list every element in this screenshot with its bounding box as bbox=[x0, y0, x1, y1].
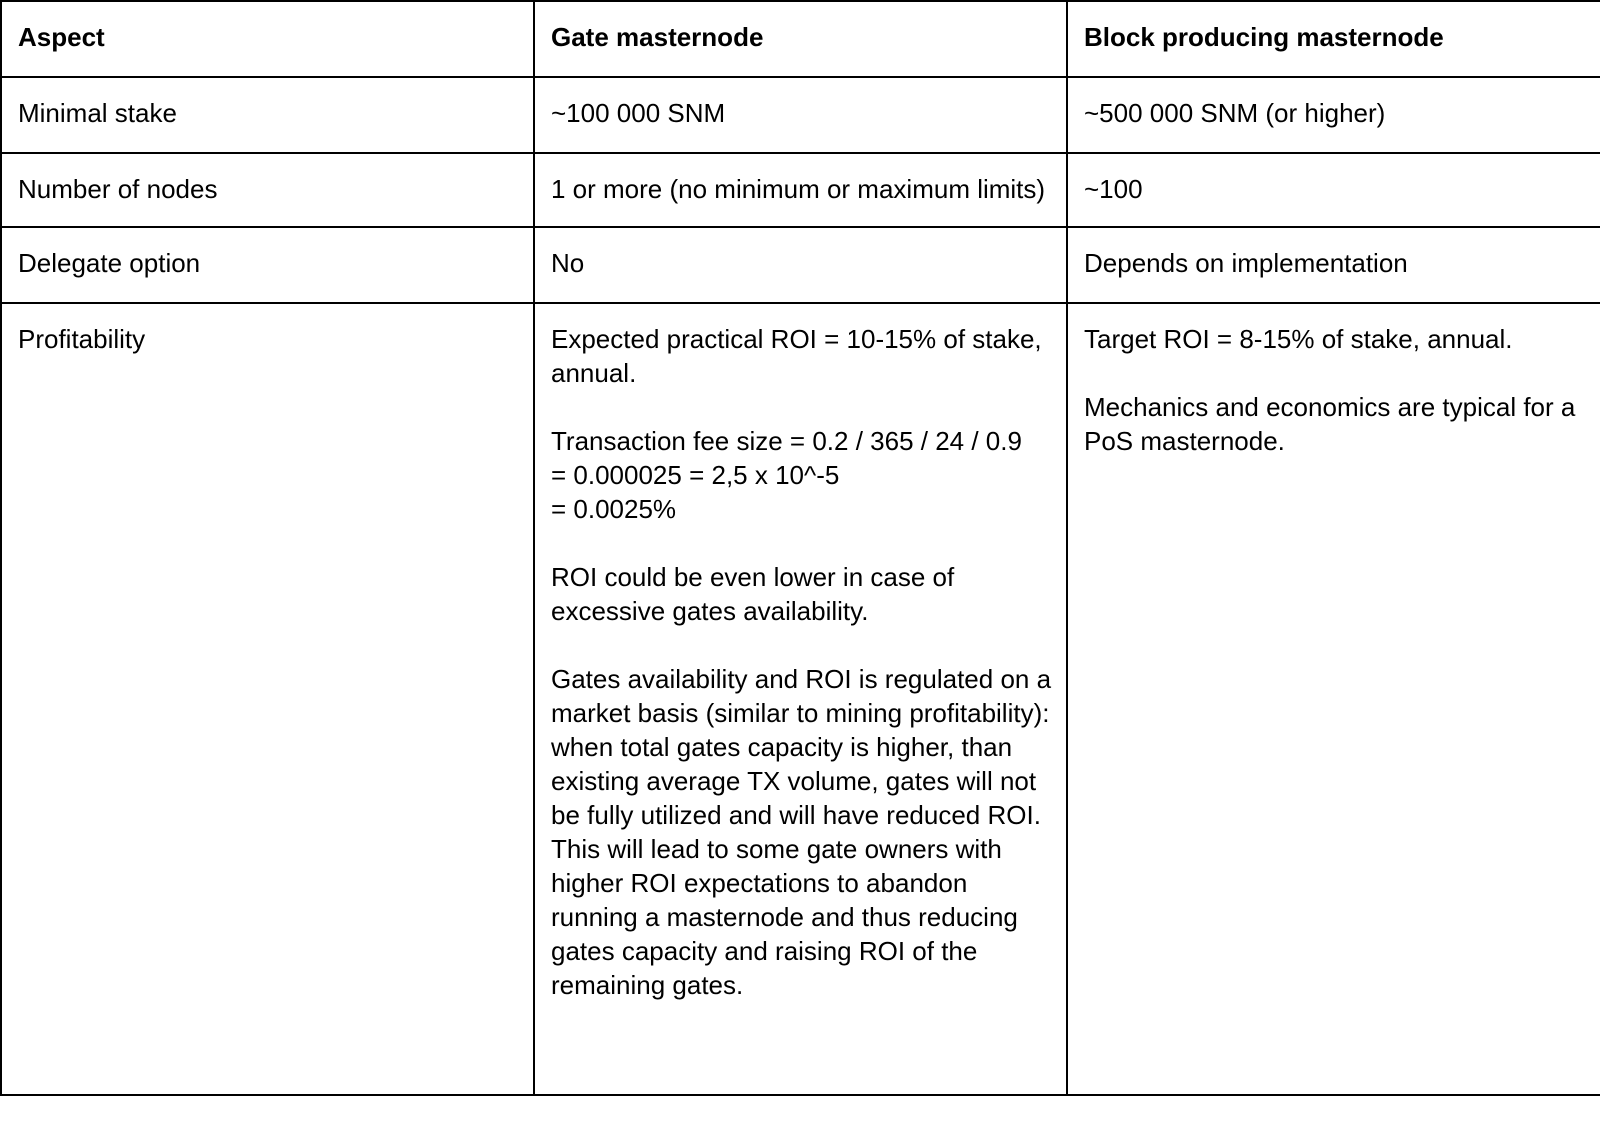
table-row-number-of-nodes bbox=[1, 153, 1600, 227]
header-block-producing-masternode: Block producing masternode bbox=[1067, 1, 1600, 77]
cell-aspect: Minimal stake bbox=[1, 77, 534, 153]
fee-percent-line: = 0.0025% bbox=[551, 494, 677, 524]
cell-block: ~500 000 SNM (or higher) bbox=[1067, 77, 1600, 153]
table-row-profitability bbox=[1, 303, 1600, 1095]
gate-roi-lower-paragraph: ROI could be even lower in case of excessive gates availability. bbox=[551, 562, 955, 626]
block-mechanics-paragraph: Mechanics and economics are typical for a PoS masternode. bbox=[1084, 392, 1576, 456]
cell-block bbox=[1067, 303, 1600, 1095]
fee-formula-line: Transaction fee size = 0.2 / 365 / 24 / 0.9 bbox=[551, 426, 1022, 456]
header-aspect: Aspect bbox=[1, 1, 534, 77]
cell-block: Depends on implementation bbox=[1067, 227, 1600, 303]
gate-roi-paragraph: Expected practical ROI = 10-15% of stake, annual. bbox=[551, 324, 1042, 388]
cell-gate: ~100 000 SNM bbox=[534, 77, 1067, 153]
table-row-delegate-option bbox=[1, 227, 1600, 303]
header-gate-masternode: Gate masternode bbox=[534, 1, 1067, 77]
table-row-minimal-stake bbox=[1, 77, 1600, 153]
cell-gate bbox=[534, 303, 1067, 1095]
gate-fee-paragraph bbox=[551, 424, 1052, 526]
cell-aspect: Delegate option bbox=[1, 227, 534, 303]
block-roi-paragraph: Target ROI = 8-15% of stake, annual. bbox=[1084, 324, 1513, 354]
header-row bbox=[1, 1, 1600, 77]
cell-gate: No bbox=[534, 227, 1067, 303]
cell-aspect: Number of nodes bbox=[1, 153, 534, 227]
gate-market-paragraph: Gates availability and ROI is regulated on a market basis (similar to mining profitability): when total gates capacity is higher, than existing average TX volume, gates will not be fully utilized and will have reduced ROI. This will lead to some gate owners with higher ROI expectations to abandon running a masternode and thus reducing gates capacity and raising ROI of the remaining gates. bbox=[551, 664, 1052, 1000]
cell-aspect: Profitability bbox=[1, 303, 534, 1095]
fee-value-line: = 0.000025 = 2,5 x 10^-5 bbox=[551, 460, 840, 490]
cell-gate: 1 or more (no minimum or maximum limits) bbox=[534, 153, 1067, 227]
cell-block: ~100 bbox=[1067, 153, 1600, 227]
